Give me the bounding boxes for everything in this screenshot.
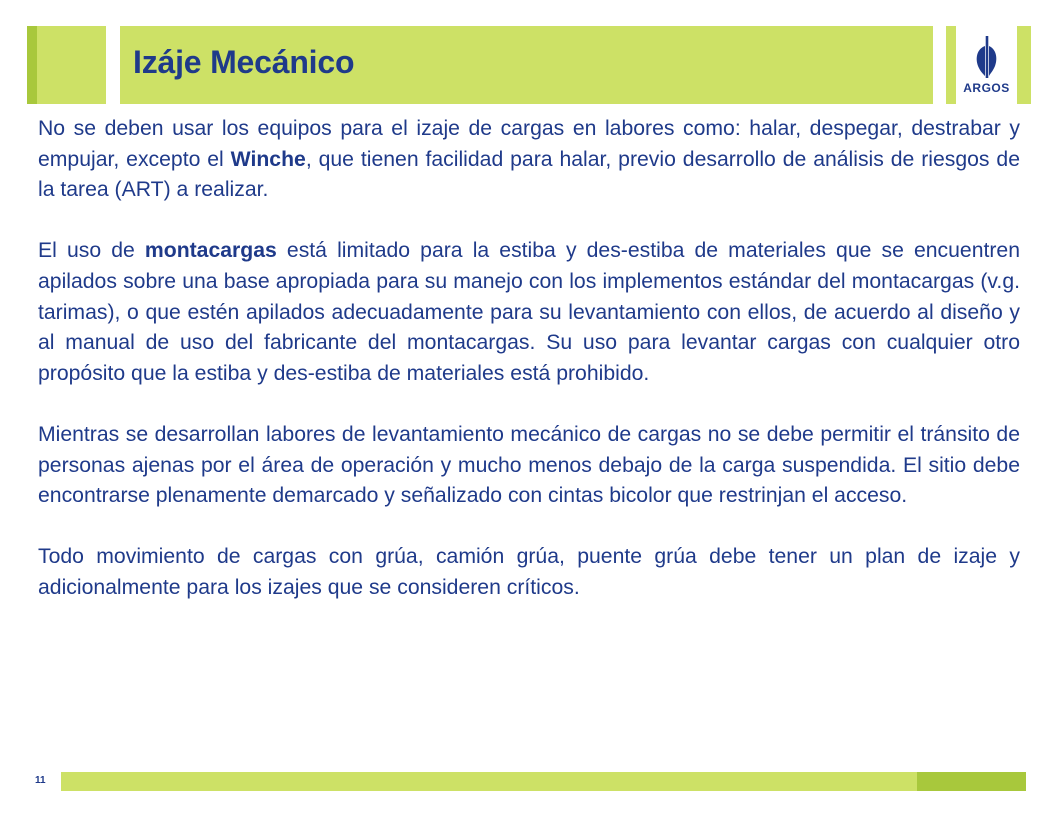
bold-term-winche: Winche [230,147,306,171]
paragraph-text: El uso de [38,239,145,263]
footer-bar [27,772,1026,791]
page-number: 11 [35,775,46,786]
page-number-box [27,772,61,791]
bold-term-montacargas: montacargas [144,239,277,263]
header-left-accent [27,26,106,104]
logo-panel [946,26,1031,104]
paragraph-text: está limitado para la estiba y des-estiba de materiales que se encuentren apilados sobre una base apropiada para su manejo con los implementos estándar del montacargas (v.g. tarimas), o que estén apilados adecuadamente para su levantamiento con ellos, de acuerdo al diseño y al manual de uso del fabricante del montacargas. Su uso para levantar cargas con cualquier otro propósito que la estiba y des-estiba de materiales está prohibido. [38,239,1020,385]
title-bar [120,26,933,104]
slide-title: Izáje Mecánico [133,44,355,80]
paragraph-plan-izaje: Todo movimiento de cargas con grúa, camión grúa, puente grúa debe tener un plan de izaje y adicionalmente para los izajes que se consideren críticos. [38,545,1020,599]
argos-logo-icon [970,34,1003,80]
logo-text: ARGOS [963,81,1010,95]
slide-body [38,114,1020,634]
header-left-accent-inner [37,26,106,104]
logo-background [956,26,1017,104]
paragraph-text: , que tienen facilidad para halar, previo desarrollo de análisis de riesgos de la tarea (ART) a realizar. [38,147,1020,202]
paragraph-winche [38,114,1020,206]
paragraph-transito: Mientras se desarrollan labores de levantamiento mecánico de cargas no se debe permitir el tránsito de personas ajenas por el área de operación y mucho menos debajo de la carga suspendida. El sitio debe encontrarse plenamente demarcado y señalizado con cintas bicolor que restrinjan el acceso. [38,422,1020,508]
paragraph-text: No se deben usar los equipos para el izaje de cargas en labores como: halar, despegar, destrabar y empujar, excepto el [38,117,1020,171]
paragraph-montacargas [38,236,1020,389]
footer-right-accent [917,772,1026,791]
